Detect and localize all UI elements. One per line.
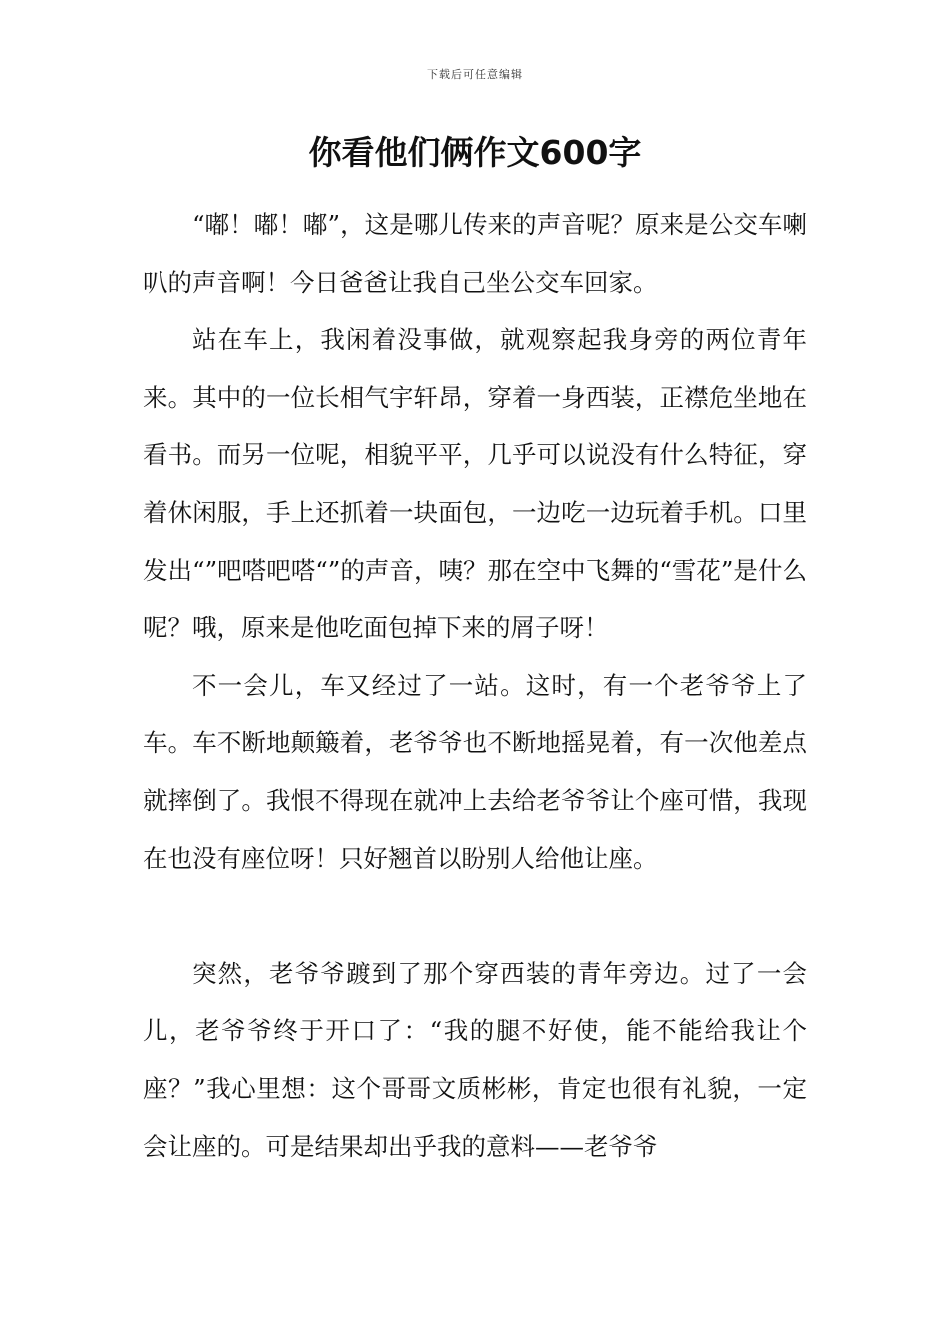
paragraph-spacer xyxy=(143,887,807,945)
document-body xyxy=(143,196,807,1175)
paragraph-4: 突然，老爷爷踱到了那个穿西装的青年旁边。过了一会儿，老爷爷终于开口了：“我的腿不好使，能不能给我让个座？”我心里想：这个哥哥文质彬彬，肯定也很有礼貌，一定会让座的。可是结果却出乎我的意料——老爷爷 xyxy=(143,958,807,1161)
paragraph-3: 不一会儿，车又经过了一站。这时，有一个老爷爷上了车。车不断地颠簸着，老爷爷也不断地摇晃着，有一次他差点就摔倒了。我恨不得现在就冲上去给老爷爷让个座可惜，我现在也没有座位呀！只好翘首以盼别人给他让座。 xyxy=(143,670,807,873)
paragraph-2: 站在车上，我闲着没事做，就观察起我身旁的两位青年来。其中的一位长相气宇轩昂，穿着一身西装，正襟危坐地在看书。而另一位呢，相貌平平，几乎可以说没有什么特征，穿着休闲服，手上还抓着一块面包，一边吃一边玩着手机。口里发出“”吧嗒吧嗒“”的声音，咦？那在空中飞舞的“雪花”是什么呢？哦，原来是他吃面包掉下来的屑子呀！ xyxy=(143,325,807,643)
document-title: 你看他们俩作文600字 xyxy=(308,133,642,172)
paragraph-1: “嘟！嘟！嘟”，这是哪儿传来的声音呢？原来是公交车喇叭的声音啊！今日爸爸让我自己坐公交车回家。 xyxy=(143,210,807,297)
header-note: 下载后可任意编辑 xyxy=(427,68,523,81)
